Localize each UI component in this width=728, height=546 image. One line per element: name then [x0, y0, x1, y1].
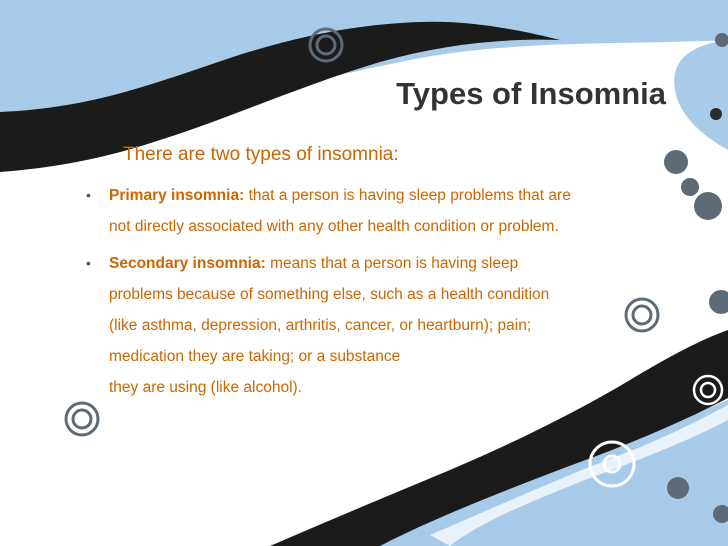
bullet-line: (like asthma, depression, arthritis, cancer, or heartburn); pain;	[109, 317, 532, 334]
bullet-line	[109, 180, 661, 211]
bullet-line: problems because of something else, such as a health condition	[109, 286, 550, 303]
bullet-line: they are using (like alcohol).	[109, 379, 302, 396]
bullet-term: Primary insomnia:	[109, 187, 245, 204]
bullet-secondary-insomnia	[86, 248, 661, 403]
bullet-list	[86, 180, 661, 409]
intro-text: There are two types of insomnia:	[123, 144, 399, 165]
right-blue-shape	[674, 40, 728, 150]
bullet-line	[109, 248, 661, 279]
bullet-primary-insomnia	[86, 180, 661, 242]
bullet-dot-icon: •	[86, 255, 91, 271]
bullet-dot-icon: •	[86, 187, 91, 203]
bullet-line: medication they are taking; or a substance	[109, 348, 401, 365]
bullet-line: not directly associated with any other health condition or problem.	[109, 218, 559, 235]
bullet-term: Secondary insomnia:	[109, 255, 266, 272]
bullet-text: that a person is having sleep problems that are	[248, 187, 571, 204]
slide-title: Types of Insomnia	[396, 76, 666, 111]
bullet-text: means that a person is having sleep	[270, 255, 519, 272]
